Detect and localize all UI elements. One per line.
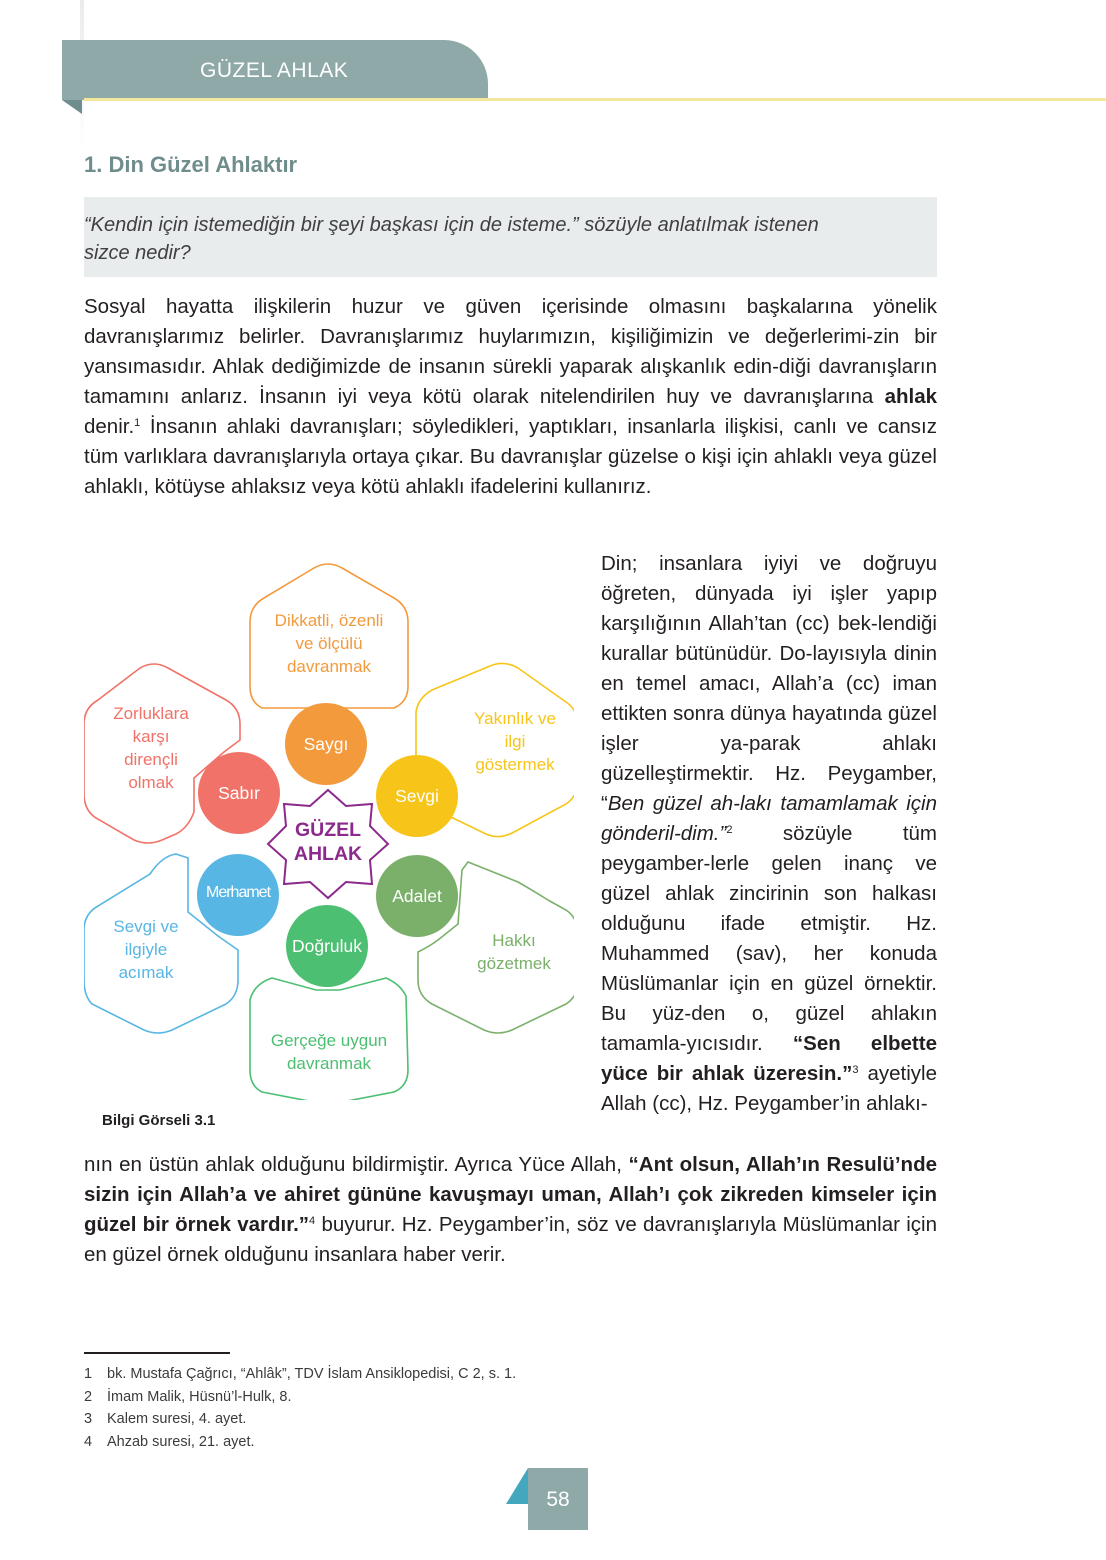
footnote-item <box>84 1363 516 1386</box>
side-text-2: sözüyle tüm peygamber-lerle gelen inanç ve güzel ahlak zincirinin son halkası olduğunu ifade etmiştir. Hz. Muhammed (sav), her konuda Müslümanlar için en güzel örnektir. Bu yüz-den o, güzel ahlakın tamamla-yıcısıdır. <box>601 822 937 1055</box>
footnote-ref-4[interactable]: 4 <box>309 1215 316 1227</box>
intro-text-2: denir. <box>84 415 135 438</box>
hex2-line0: Hakkı <box>492 931 536 950</box>
side-bold-quote: “Sen elbette yüce bir ahlak üzeresin.” <box>601 1032 937 1085</box>
hexagon-label-hakki <box>462 929 566 975</box>
bottom-text-1: nın en üstün ahlak olduğunu bildirmiştir. Ayrıca Yüce Allah, <box>84 1153 629 1176</box>
intro-paragraph <box>84 292 937 502</box>
hex3-line0: Gerçeğe uygun <box>270 1031 388 1050</box>
circle-label-dogruluk: Doğruluk <box>291 936 363 956</box>
footnote-item <box>84 1431 516 1454</box>
hex4-line2: acımak <box>118 963 174 982</box>
circle-label-sevgi: Sevgi <box>395 786 439 806</box>
footnote-num: 4 <box>84 1433 93 1450</box>
hex4-line1: ilgiyle <box>124 940 168 959</box>
footnote-item <box>84 1408 516 1431</box>
hex5-line0: Zorluklara <box>113 704 189 723</box>
hex0-line0: Dikkatli, özenli <box>274 611 384 630</box>
header-tab-fold <box>62 100 82 114</box>
hex5-line3: olmak <box>128 773 174 792</box>
hex4-line0: Sevgi ve <box>113 917 179 936</box>
hex0-line1: ve ölçülü <box>295 634 363 653</box>
page-tab-fold <box>506 1468 528 1504</box>
intro-text-3: İnsanın ahlaki davranışları; söyledikleri, yaptıkları, insanlarla ilişkisi, canlı ve cansız tüm varlıklara davranışlarıyla ortaya çıkar. Bu davranışlar güzelse o kişi için ahlaklı veya güzel ahlaklı, kötüyse ahlaksız veya kötü ahlaklı ifadelerini kullanırız. <box>84 415 937 498</box>
center-line-1: GÜZEL <box>294 819 362 841</box>
circle-label-saygi: Saygı <box>303 734 349 754</box>
footnotes <box>84 1363 516 1453</box>
footnote-ref-3[interactable]: 3 <box>852 1064 859 1076</box>
footnote-item <box>84 1386 516 1409</box>
bottom-paragraph <box>84 1150 937 1270</box>
footnote-text: Kalem suresi, 4. ayet. <box>107 1411 247 1427</box>
side-text-3: ayetiyle Allah (cc), Hz. Peygamber’in ahlakı- <box>601 1062 937 1115</box>
hexagon-label-dikkatli <box>250 609 408 678</box>
footnote-text: Ahzab suresi, 21. ayet. <box>107 1433 255 1450</box>
hexagon-label-gercege <box>250 1029 408 1075</box>
footnote-ref-1[interactable]: 1 <box>134 417 141 429</box>
section-title: 1. Din Güzel Ahlaktır <box>84 152 298 177</box>
bottom-bold-quote: “Ant olsun, Allah’ın Resulü’nde sizin için Allah’a ve ahiret gününe kavuşmayı uman, Allah’ı çok zikreden kimseler için güzel bir örnek vardır.” <box>84 1153 938 1236</box>
hex0-line2: davranmak <box>286 657 372 676</box>
footnote-rule <box>84 1352 230 1354</box>
circle-label-sabir: Sabır <box>218 783 260 803</box>
footnote-num: 3 <box>84 1411 93 1427</box>
hex5-line2: dirençli <box>124 750 178 769</box>
intro-text: Sosyal hayatta ilişkilerin huzur ve güven içerisinde olmasını başkalarına yönelik davranışlarımız belirler. Davranışlarımız huylarımızın, kişiliğimizin ve değerlerimi-zin bir yansımasıdır. Ahlak dediğimizde de insanın sürekli yaparak alışkanlık edin-diği davranışların tamamını anlarız. İnsanın iyi veya kötü olarak nitelendirilen huy ve davranışlarına <box>84 295 937 408</box>
page-number: 58 <box>546 1488 570 1511</box>
footnote-text: bk. Mustafa Çağrıcı, “Ahlâk”, TDV İslam Ansiklopedisi, C 2, s. 1. <box>107 1366 517 1382</box>
side-italic-quote: Ben güzel ah-lakı tamamlamak için gönderil-dim.” <box>601 792 937 845</box>
header-rule <box>488 98 1106 101</box>
hex3-line1: davranmak <box>286 1054 372 1073</box>
hexagon-label-zorluklara <box>96 702 206 794</box>
circle-label-adalet: Adalet <box>392 886 442 906</box>
footnote-num: 1 <box>84 1366 93 1382</box>
footnote-text: İmam Malik, Hüsnü’l-Hulk, 8. <box>107 1388 292 1405</box>
hex5-line1: karşı <box>132 727 170 746</box>
question-line-1: “Kendin için istemediğin bir şeyi başkası için de isteme.” sözüyle anlatılmak istenen <box>84 214 819 236</box>
circle-label-merhamet: Merhamet <box>205 884 271 901</box>
hex1-line0: Yakınlık ve <box>474 709 556 728</box>
header-rule-left <box>84 98 488 101</box>
center-label <box>288 818 368 866</box>
bottom-text-2: buyurur. Hz. Peygamber’in, söz ve davranışlarıyla Müslümanlar için en güzel örnek olduğunu insanlara haber verir. <box>84 1213 937 1266</box>
hexagon-label-sevgi-ilgi <box>96 915 196 984</box>
chapter-title: GÜZEL AHLAK <box>200 59 349 82</box>
side-paragraph <box>601 549 937 1119</box>
side-text-1: Din; insanlara iyiyi ve doğruyu öğreten, dünyada iyi işler yapıp karşılığının Allah’tan (cc) bek-lendiği kurallar bütünüdür. Do-layısıyla dinin en temel amacı, Allah’a (cc) iman ettikten sonra dünya hayatında güzel işler ya-parak ahlakı güzelleştirmektir. Hz. Peygamber, “ <box>601 552 937 815</box>
hex1-line1: ilgi <box>504 732 526 751</box>
question-text <box>84 211 937 267</box>
hexagon-label-yakinlik <box>458 707 572 776</box>
footnote-num: 2 <box>84 1388 93 1405</box>
center-line-2: AHLAK <box>293 843 363 865</box>
hex1-line2: göstermek <box>475 755 555 774</box>
figure-caption: Bilgi Görseli 3.1 <box>102 1112 216 1129</box>
hex2-line1: gözetmek <box>477 954 551 973</box>
footnote-ref-2[interactable]: 2 <box>726 824 733 836</box>
intro-bold-term: ahlak <box>884 385 937 408</box>
question-line-2: sizce nedir? <box>84 242 191 264</box>
